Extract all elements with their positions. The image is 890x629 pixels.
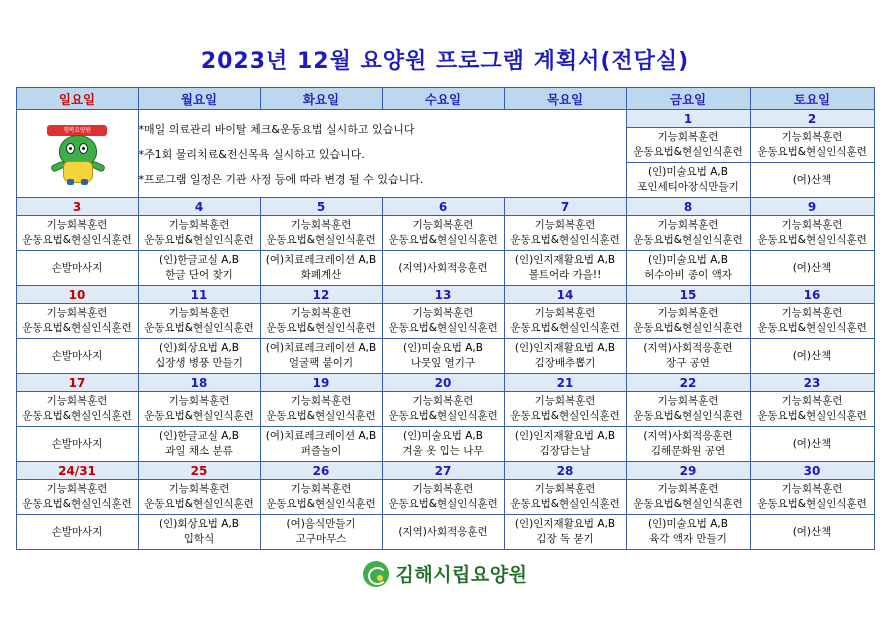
program-line-2: 운동요법&현실인식훈련 <box>22 498 132 510</box>
dow-header-thursday: 목요일 <box>504 88 626 110</box>
program-cell <box>750 216 874 251</box>
program-cell <box>626 216 750 251</box>
program-line-1: (인)한글교실 A,B <box>159 430 239 442</box>
program-line-2: 운동요법&현실인식훈련 <box>144 498 254 510</box>
date-number: 5 <box>260 198 382 216</box>
week1-date-row <box>16 110 874 128</box>
program-line-2: 한글 단어 찾기 <box>165 269 233 281</box>
program-line-1: 기능회복훈련 <box>290 219 352 231</box>
dow-header-friday: 금요일 <box>626 88 750 110</box>
program-line-2: 운동요법&현실인식훈련 <box>266 498 376 510</box>
program-line-1: 기능회복훈련 <box>657 483 719 495</box>
program-cell <box>138 304 260 339</box>
program-line-2: 입학식 <box>183 533 215 545</box>
program-line-1: (인)미술요법 A,B <box>403 430 483 442</box>
date-number: 9 <box>750 198 874 216</box>
program-cell <box>504 339 626 374</box>
program-line-1: 기능회복훈련 <box>534 483 596 495</box>
organization-name: 김해시립요양원 <box>395 564 528 586</box>
date-number: 25 <box>138 462 260 480</box>
program-line-2: 운동요법&현실인식훈련 <box>266 234 376 246</box>
program-cell <box>504 216 626 251</box>
program-line-1: (지역)사회적응훈련 <box>398 261 488 274</box>
program-line-1: 기능회복훈련 <box>534 219 596 231</box>
program-cell <box>382 251 504 286</box>
program-line-1: 기능회복훈련 <box>534 395 596 407</box>
program-line-1: (인)회상요법 A,B <box>159 342 239 354</box>
date-number: 16 <box>750 286 874 304</box>
program-line-2: 운동요법&현실인식훈련 <box>22 322 132 334</box>
program-cell <box>138 427 260 462</box>
program-line-1: (인)인지재활요법 A,B <box>514 254 616 266</box>
program-line-2: 김장담는날 <box>539 445 591 457</box>
date-number: 28 <box>504 462 626 480</box>
program-line-1: 기능회복훈련 <box>46 395 108 407</box>
program-line-1: (지역)사회적응훈련 <box>643 342 733 354</box>
program-line-2: 운동요법&현실인식훈련 <box>633 498 743 510</box>
program-line-1: (여)산책 <box>792 349 832 362</box>
date-number: 26 <box>260 462 382 480</box>
program-line-1: 손발마사지 <box>51 261 103 274</box>
date-number: 13 <box>382 286 504 304</box>
program-line-2: 운동요법&현실인식훈련 <box>144 410 254 422</box>
date-number: 29 <box>626 462 750 480</box>
program-line-2: 김장배추뽑기 <box>534 357 596 369</box>
week-program-row-1 <box>16 392 874 427</box>
mascot-eye-right <box>79 143 88 154</box>
date-number: 19 <box>260 374 382 392</box>
program-line-2: 운동요법&현실인식훈련 <box>757 498 867 510</box>
program-cell <box>750 251 874 286</box>
program-cell <box>16 216 138 251</box>
program-cell <box>626 427 750 462</box>
program-cell <box>16 339 138 374</box>
program-cell <box>626 339 750 374</box>
program-line-2: 운동요법&현실인식훈련 <box>388 498 498 510</box>
program-line-1: (인)인지재활요법 A,B <box>514 342 616 354</box>
program-line-2: 운동요법&현실인식훈련 <box>266 322 376 334</box>
program-line-2: 과일 채소 분류 <box>165 445 233 457</box>
date-number: 18 <box>138 374 260 392</box>
program-cell <box>138 251 260 286</box>
program-cell <box>382 480 504 515</box>
program-cell <box>16 251 138 286</box>
week-program-row-2 <box>16 251 874 286</box>
program-line-1: 기능회복훈련 <box>168 483 230 495</box>
date-number: 3 <box>16 198 138 216</box>
program-line-2: 운동요법&현실인식훈련 <box>757 146 867 158</box>
program-cell <box>750 339 874 374</box>
program-line-1: 기능회복훈련 <box>781 131 843 143</box>
program-line-1: (여)산책 <box>792 437 832 450</box>
program-line-1: (인)미술요법 A,B <box>648 518 728 530</box>
program-cell <box>260 251 382 286</box>
note-line-2: *주1회 물리치료&전신목욕 실시하고 있습니다. <box>138 147 365 161</box>
program-line-1: 기능회복훈련 <box>290 483 352 495</box>
mascot-banner-label: 행복요양원 <box>47 125 107 136</box>
program-line-1: (인)한글교실 A,B <box>159 254 239 266</box>
program-line-1: 기능회복훈련 <box>290 307 352 319</box>
mascot-leg-left <box>67 179 74 185</box>
program-cell <box>260 304 382 339</box>
program-cell <box>260 216 382 251</box>
program-line-2: 얼굴팩 붙이기 <box>288 357 354 369</box>
program-line-1: (인)미술요법 A,B <box>648 166 728 178</box>
program-line-1: (여)산책 <box>792 261 832 274</box>
mascot-cell <box>16 110 138 198</box>
program-line-2: 퍼즐놀이 <box>300 445 342 457</box>
note-line-3: *프로그램 일정은 기관 사정 등에 따라 변경 될 수 있습니다. <box>138 172 424 186</box>
program-line-2: 고구마무스 <box>295 533 347 545</box>
program-line-1: 기능회복훈련 <box>46 483 108 495</box>
program-cell <box>382 392 504 427</box>
program-line-2: 운동요법&현실인식훈련 <box>388 322 498 334</box>
program-line-2: 운동요법&현실인식훈련 <box>510 234 620 246</box>
date-number: 27 <box>382 462 504 480</box>
program-line-1: 기능회복훈련 <box>781 219 843 231</box>
program-line-1: 기능회복훈련 <box>46 307 108 319</box>
program-cell <box>750 515 874 550</box>
program-line-2: 화폐계산 <box>300 269 342 281</box>
program-line-1: (여)음식만들기 <box>286 518 356 530</box>
week-date-row <box>16 198 874 216</box>
week-date-row <box>16 374 874 392</box>
program-line-1: 기능회복훈련 <box>781 307 843 319</box>
program-cell <box>260 392 382 427</box>
program-cell <box>260 515 382 550</box>
program-line-1: 기능회복훈련 <box>781 395 843 407</box>
program-line-1: 기능회복훈련 <box>168 395 230 407</box>
page-title: 2023년 12월 요양원 프로그램 계획서(전담실) <box>200 49 690 74</box>
date-number: 30 <box>750 462 874 480</box>
program-line-1: (여)치료레크레이션 A,B <box>265 342 377 354</box>
program-line-2: 허수아비 종이 액자 <box>644 269 732 281</box>
footer <box>0 560 890 587</box>
date-number: 8 <box>626 198 750 216</box>
program-line-2: 볼트어라 가을!! <box>528 269 602 281</box>
program-line-2: 운동요법&현실인식훈련 <box>633 146 743 158</box>
program-cell <box>626 515 750 550</box>
organization-logo-icon <box>363 561 389 587</box>
program-line-2: 운동요법&현실인식훈련 <box>388 234 498 246</box>
notes-block <box>138 110 626 198</box>
program-cell-sat-2b <box>750 163 874 198</box>
program-cell <box>16 480 138 515</box>
program-line-2: 겨울 옷 입는 나무 <box>402 445 484 457</box>
week-program-row-2 <box>16 339 874 374</box>
week-date-row <box>16 462 874 480</box>
dow-header-saturday: 토요일 <box>750 88 874 110</box>
program-cell <box>504 251 626 286</box>
program-cell <box>626 392 750 427</box>
program-line-1: 기능회복훈련 <box>412 483 474 495</box>
program-line-2: 십장생 병풍 만들기 <box>155 357 243 369</box>
program-line-2: 포인세티아장식만들기 <box>637 181 739 193</box>
program-cell <box>260 480 382 515</box>
program-line-2: 김해문화원 공연 <box>650 445 726 457</box>
program-line-2: 운동요법&현실인식훈련 <box>757 322 867 334</box>
program-cell-sat-2a <box>750 128 874 163</box>
program-cell <box>626 304 750 339</box>
date-number-2: 2 <box>750 110 874 128</box>
program-cell <box>750 304 874 339</box>
program-cell <box>260 427 382 462</box>
program-cell <box>382 427 504 462</box>
week-program-row-2 <box>16 427 874 462</box>
program-line-1: (인)인지재활요법 A,B <box>514 430 616 442</box>
program-line-2: 육각 액자 만들기 <box>649 533 727 545</box>
program-cell <box>16 427 138 462</box>
program-cell <box>382 515 504 550</box>
program-cell <box>138 216 260 251</box>
note-line-1: *매일 의료관리 바이탈 체크&운동요법 실시하고 있습니다 <box>138 122 415 136</box>
program-cell <box>138 515 260 550</box>
program-line-2: 운동요법&현실인식훈련 <box>633 410 743 422</box>
program-cell <box>138 392 260 427</box>
program-cell <box>504 304 626 339</box>
program-cell <box>750 480 874 515</box>
program-line-2: 운동요법&현실인식훈련 <box>144 234 254 246</box>
program-line-1: (인)미술요법 A,B <box>403 342 483 354</box>
program-cell <box>382 339 504 374</box>
program-cell <box>504 515 626 550</box>
mascot-illustration <box>41 123 113 185</box>
program-line-2: 장구 공연 <box>666 357 710 369</box>
program-cell <box>750 427 874 462</box>
program-cell <box>504 480 626 515</box>
program-cell <box>750 392 874 427</box>
program-line-1: 기능회복훈련 <box>781 483 843 495</box>
program-cell <box>138 480 260 515</box>
program-cell <box>16 515 138 550</box>
date-number: 20 <box>382 374 504 392</box>
date-number: 14 <box>504 286 626 304</box>
program-line-1: 기능회복훈련 <box>657 219 719 231</box>
date-number: 10 <box>16 286 138 304</box>
program-line-1: (여)산책 <box>792 525 832 538</box>
program-line-1: 기능회복훈련 <box>657 131 719 143</box>
program-cell <box>626 251 750 286</box>
date-number-1: 1 <box>626 110 750 128</box>
program-cell <box>16 304 138 339</box>
program-cell <box>260 339 382 374</box>
program-line-1: 기능회복훈련 <box>168 219 230 231</box>
program-line-2: 운동요법&현실인식훈련 <box>633 234 743 246</box>
table-header-row <box>16 88 874 110</box>
program-line-1: (인)미술요법 A,B <box>648 254 728 266</box>
program-cell <box>138 339 260 374</box>
program-cell-fri-1a <box>626 128 750 163</box>
program-line-1: 기능회복훈련 <box>657 395 719 407</box>
date-number: 22 <box>626 374 750 392</box>
program-line-1: 기능회복훈련 <box>412 395 474 407</box>
program-line-1: 기능회복훈련 <box>168 307 230 319</box>
dow-header-monday: 월요일 <box>138 88 260 110</box>
program-line-1: 기능회복훈련 <box>46 219 108 231</box>
program-cell <box>626 480 750 515</box>
program-cell-fri-1b <box>626 163 750 198</box>
program-line-1: (여)산책 <box>792 173 832 186</box>
date-number: 12 <box>260 286 382 304</box>
dow-header-sunday: 일요일 <box>16 88 138 110</box>
date-number: 24/31 <box>16 462 138 480</box>
week-date-row <box>16 286 874 304</box>
mascot-eye-left <box>66 143 75 154</box>
program-cell <box>16 392 138 427</box>
date-number: 4 <box>138 198 260 216</box>
program-line-1: 기능회복훈련 <box>657 307 719 319</box>
program-cell <box>504 392 626 427</box>
program-line-1: (여)치료레크레이션 A,B <box>265 254 377 266</box>
date-number: 17 <box>16 374 138 392</box>
program-line-2: 운동요법&현실인식훈련 <box>510 498 620 510</box>
week-program-row-1 <box>16 216 874 251</box>
date-number: 7 <box>504 198 626 216</box>
program-line-1: 손발마사지 <box>51 525 103 538</box>
program-cell <box>382 216 504 251</box>
week-program-row-1 <box>16 480 874 515</box>
program-line-2: 운동요법&현실인식훈련 <box>22 234 132 246</box>
program-cell <box>504 427 626 462</box>
program-line-1: 기능회복훈련 <box>412 307 474 319</box>
dow-header-tuesday: 화요일 <box>260 88 382 110</box>
program-line-1: (지역)사회적응훈련 <box>643 430 733 442</box>
program-line-2: 운동요법&현실인식훈련 <box>144 322 254 334</box>
program-line-2: 나뭇잎 열기구 <box>410 357 476 369</box>
date-number: 6 <box>382 198 504 216</box>
program-line-1: 기능회복훈련 <box>290 395 352 407</box>
week-program-row-1 <box>16 304 874 339</box>
program-line-2: 운동요법&현실인식훈련 <box>388 410 498 422</box>
program-line-1: 손발마사지 <box>51 349 103 362</box>
dow-header-wednesday: 수요일 <box>382 88 504 110</box>
program-line-2: 운동요법&현실인식훈련 <box>510 410 620 422</box>
mascot-leg-right <box>81 179 88 185</box>
date-number: 11 <box>138 286 260 304</box>
program-line-1: 손발마사지 <box>51 437 103 450</box>
date-number: 23 <box>750 374 874 392</box>
program-line-2: 운동요법&현실인식훈련 <box>633 322 743 334</box>
program-line-1: (인)회상요법 A,B <box>159 518 239 530</box>
week-program-row-2 <box>16 515 874 550</box>
date-number: 15 <box>626 286 750 304</box>
program-line-2: 김장 독 묻기 <box>536 533 594 545</box>
program-line-1: (여)치료레크레이션 A,B <box>265 430 377 442</box>
program-cell <box>382 304 504 339</box>
program-line-2: 운동요법&현실인식훈련 <box>266 410 376 422</box>
program-line-2: 운동요법&현실인식훈련 <box>510 322 620 334</box>
program-line-1: 기능회복훈련 <box>412 219 474 231</box>
program-line-2: 운동요법&현실인식훈련 <box>757 234 867 246</box>
program-line-1: (지역)사회적응훈련 <box>398 525 488 538</box>
program-line-2: 운동요법&현실인식훈련 <box>757 410 867 422</box>
program-line-2: 운동요법&현실인식훈련 <box>22 410 132 422</box>
program-calendar-table <box>16 87 875 550</box>
program-line-1: (인)인지재활요법 A,B <box>514 518 616 530</box>
date-number: 21 <box>504 374 626 392</box>
program-line-1: 기능회복훈련 <box>534 307 596 319</box>
